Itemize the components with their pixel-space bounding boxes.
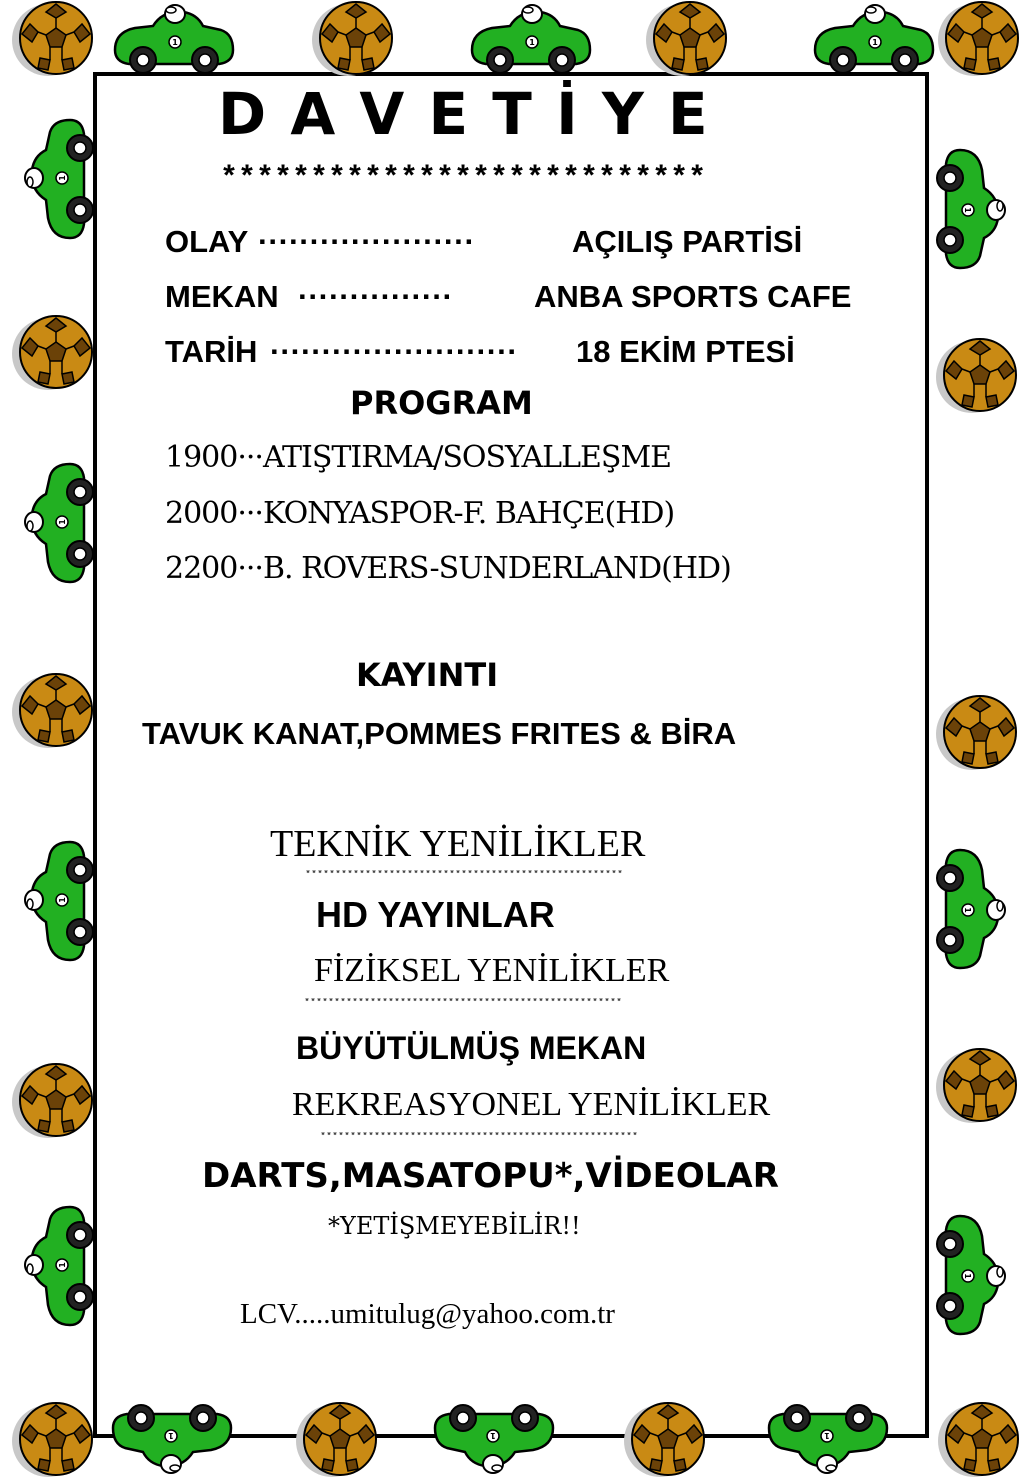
tech-item: HD YAYINLAR [316,894,555,935]
recreation-stars-divider: ***************************************************** [320,1132,639,1143]
race-car-icon [14,840,100,970]
invitation-title: D A V E T İ Y E [218,80,710,148]
soccer-ball-icon [8,312,98,394]
olay-label: OLAY [165,224,249,259]
soccer-ball-icon [308,0,398,82]
soccer-ball-icon [8,1397,98,1479]
physical-stars-divider: ***************************************************** [304,998,623,1009]
soccer-ball-icon [620,1397,710,1479]
race-car-icon [14,1205,100,1335]
title-stars-divider: *************************** [220,162,707,196]
soccer-ball-icon [932,692,1022,774]
soccer-ball-icon [8,670,98,752]
soccer-ball-icon [934,1397,1024,1479]
race-car-icon [108,0,238,76]
olay-value: AÇILIŞ PARTİSİ [572,224,803,259]
olay-dots: ····················· [258,224,475,259]
soccer-ball-icon [932,335,1022,417]
soccer-ball-icon [8,1060,98,1142]
rsvp-email[interactable]: LCV.....umitulug@yahoo.com.tr [240,1298,615,1330]
tech-heading: TEKNİK YENİLİKLER [270,823,646,865]
soccer-ball-icon [292,1397,382,1479]
program-item: 1900···ATIŞTIRMA/SOSYALLEŞME [165,440,672,475]
program-item: 2200···B. ROVERS-SUNDERLAND(HD) [165,551,731,586]
race-car-icon [430,1400,560,1479]
race-car-icon [14,118,100,248]
tarih-label: TARİH [165,334,258,369]
soccer-ball-icon [934,0,1024,82]
mekan-dots: ··············· [298,279,453,314]
recreation-heading: REKREASYONEL YENİLİKLER [292,1086,771,1123]
recreation-note: *YETİŞMEYEBİLİR!! [328,1212,581,1240]
program-item: 2000···KONYASPOR-F. BAHÇE(HD) [165,496,675,531]
race-car-icon [14,462,100,592]
mekan-label: MEKAN [165,279,279,314]
race-car-icon [108,1400,238,1479]
race-car-icon [764,1400,894,1479]
race-car-icon [928,842,1014,972]
physical-item: BÜYÜTÜLMÜŞ MEKAN [296,1030,647,1066]
physical-heading: FİZİKSEL YENİLİKLER [314,952,670,989]
food-heading: KAYINTI [356,656,499,694]
race-car-icon [808,0,938,76]
mekan-value: ANBA SPORTS CAFE [534,279,852,314]
food-text: TAVUK KANAT,POMMES FRITES & BİRA [142,716,737,751]
race-car-icon [928,1208,1014,1338]
recreation-item: DARTS,MASATOPU*,VİDEOLAR [202,1156,779,1196]
tarih-dots: ························ [270,334,518,369]
tech-stars-divider: ***************************************************** [305,870,623,881]
soccer-ball-icon [642,0,732,82]
race-car-icon [928,142,1014,272]
tarih-value: 18 EKİM PTESİ [576,334,795,369]
soccer-ball-icon [8,0,98,82]
soccer-ball-icon [932,1045,1022,1127]
race-car-icon [465,0,595,76]
program-heading: PROGRAM [350,384,533,422]
